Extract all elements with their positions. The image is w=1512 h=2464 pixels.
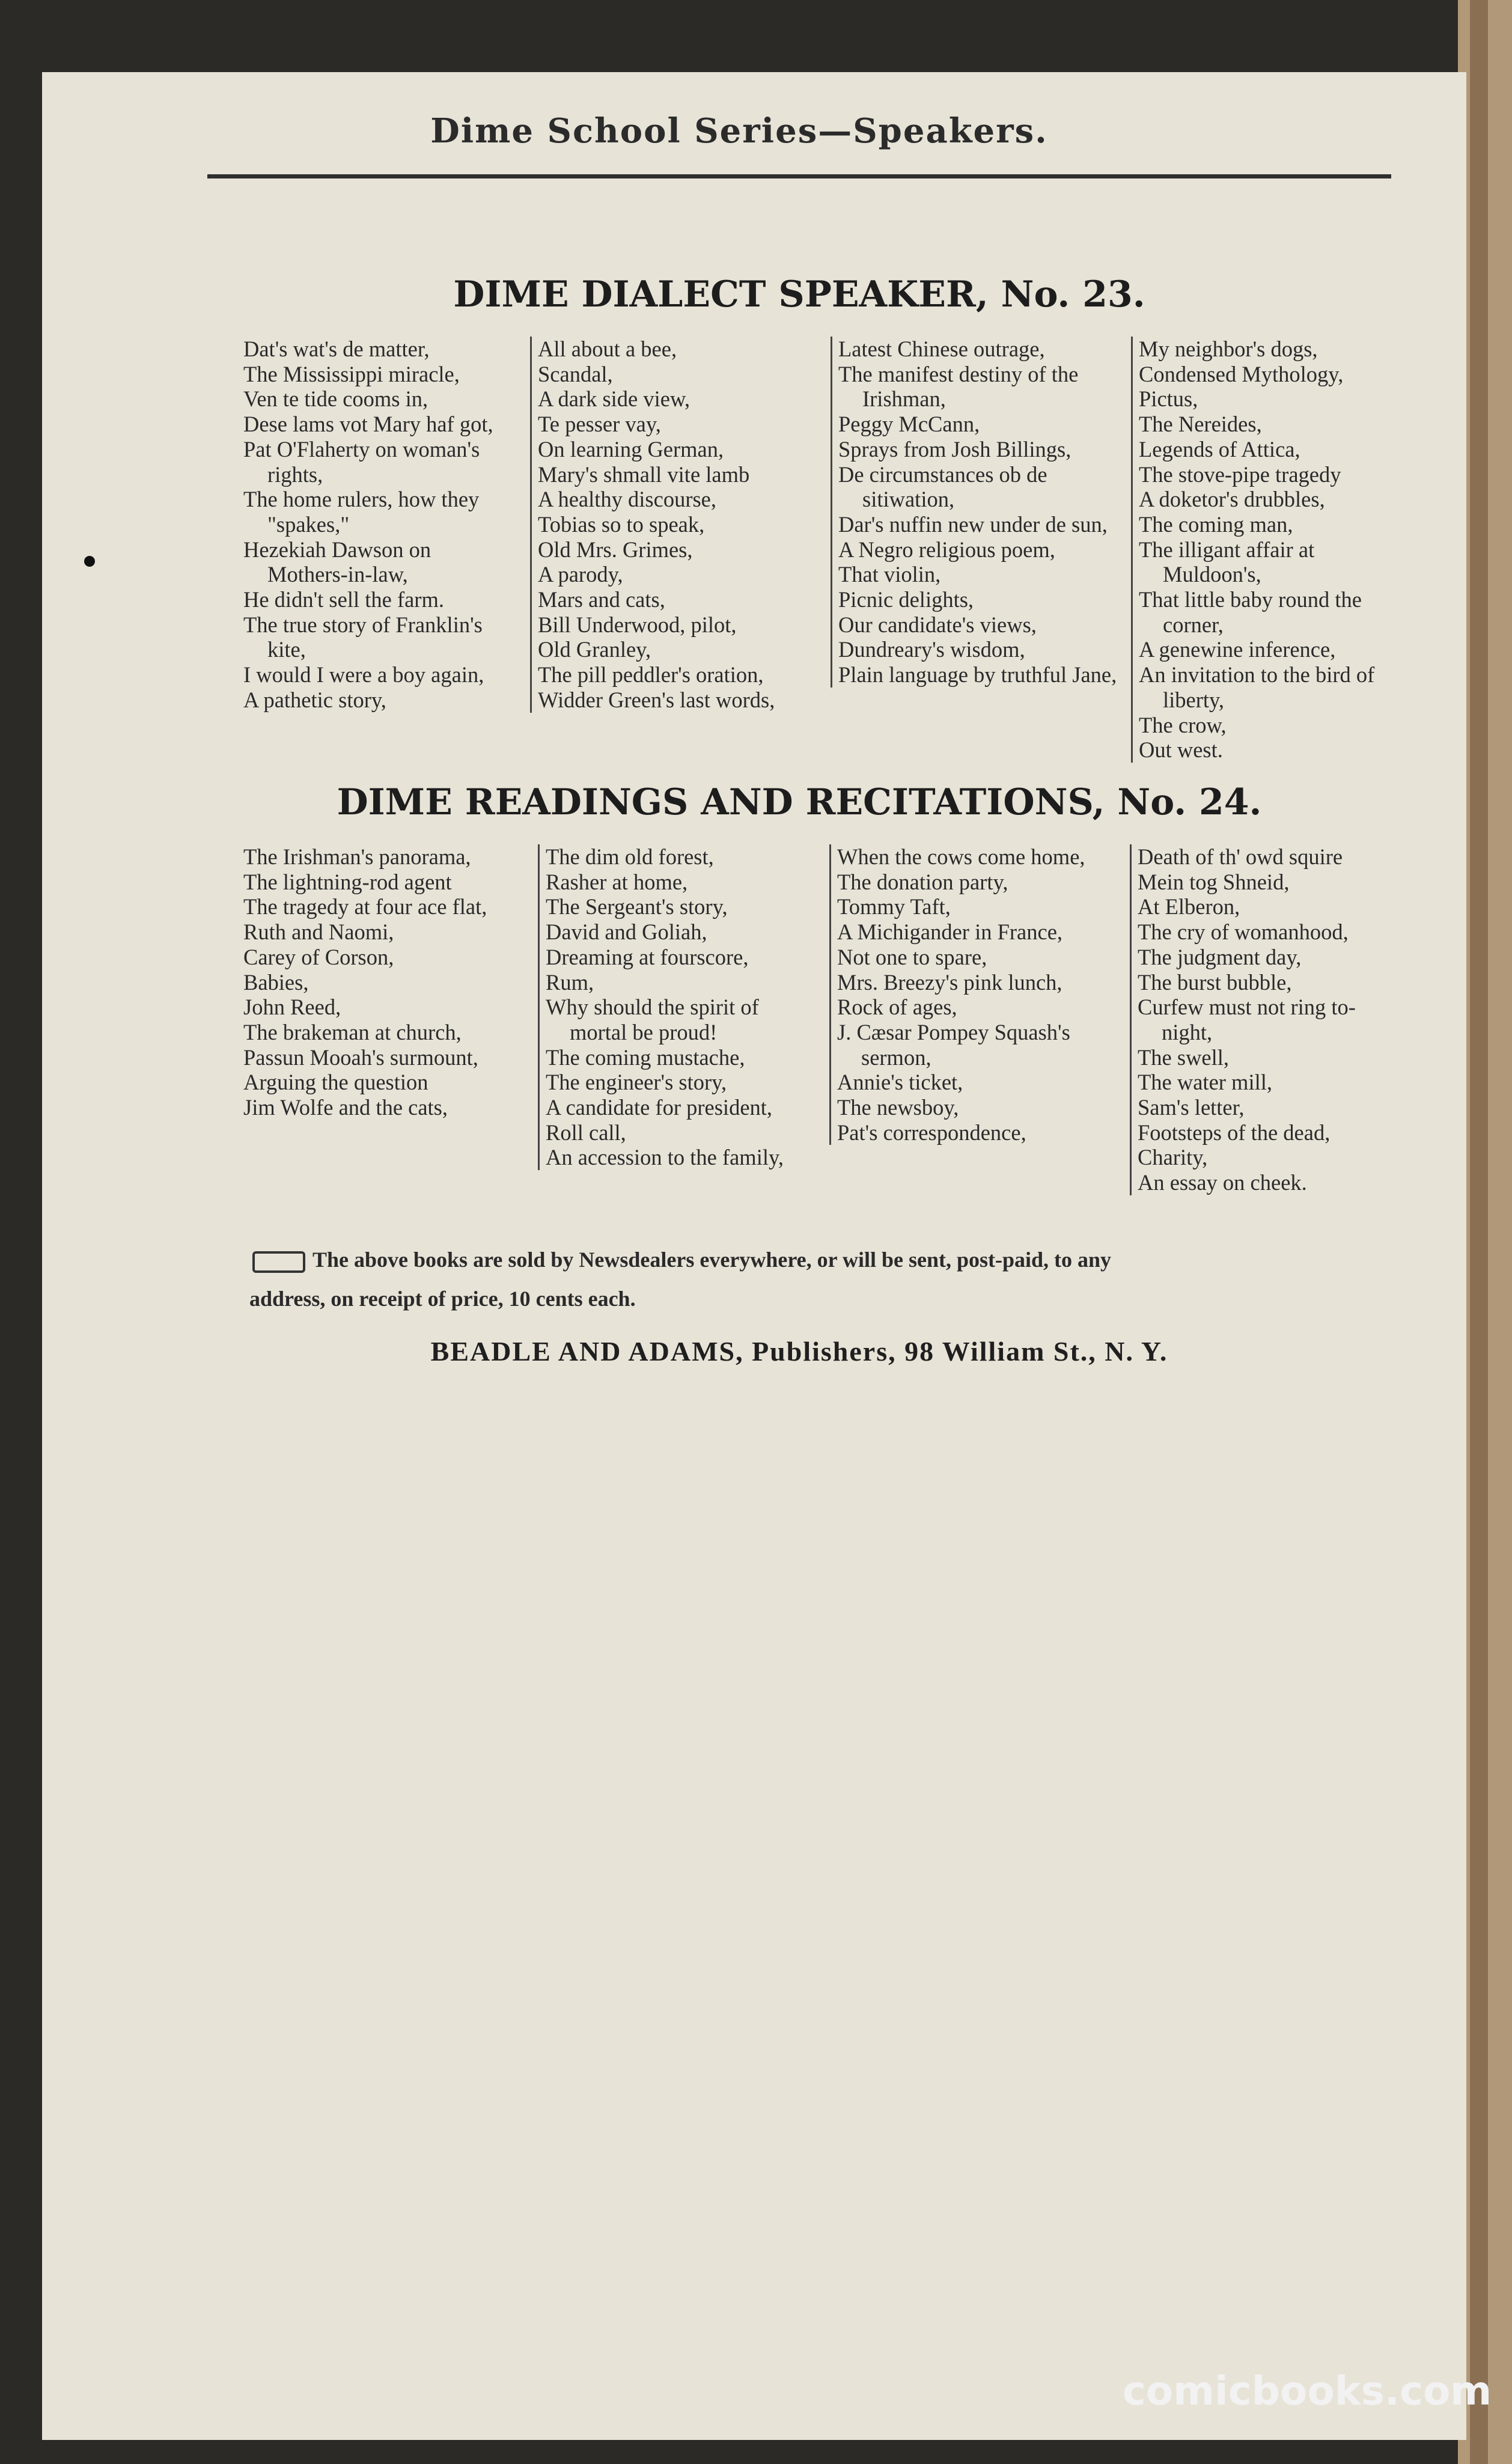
publisher-line: BEADLE AND ADAMS, Publishers, 98 William St., N. Y. [430,1336,1168,1367]
list-item: Bill Underwood, pilot, [538,612,737,637]
list-item: That little baby round the corner, [1139,587,1362,637]
list-item: The swell, [1138,1044,1230,1070]
readings-column-1 [243,844,526,1120]
list-item: Out west. [1139,737,1223,763]
list-item: Footsteps of the dead, [1138,1120,1331,1145]
speaker-column-4 [1131,337,1403,763]
list-item: At Elberon, [1138,894,1240,919]
notice-line-1: The above books are sold by Newsdealers everywhere, or will be sent, post-paid, to any [252,1247,1394,1273]
list-item: Charity, [1138,1145,1208,1170]
list-item: A doketor's drubbles, [1139,487,1325,512]
list-item: The donation party, [837,869,1008,894]
list-item: Mrs. Breezy's pink lunch, [837,969,1062,995]
list-item: A pathetic story, [243,687,386,712]
list-item: All about a bee, [538,337,677,361]
list-item: Carey of Corson, [243,944,394,969]
pointing-hand-icon [252,1251,305,1273]
list-item: An accession to the family, [546,1145,784,1170]
list-item: When the cows come home, [837,844,1085,869]
list-item: My neighbor's dogs, [1139,337,1318,361]
readings-column-3 [829,844,1120,1145]
list-item: Condensed Mythology, [1139,361,1344,386]
list-item: The pill peddler's oration, [538,662,764,688]
list-item: On learning German, [538,436,724,462]
list-item: Dundreary's wisdom, [838,637,1025,662]
list-item: The Nereides, [1139,412,1262,437]
list-item: Rum, [546,969,594,995]
list-item: Babies, [243,969,309,995]
list-item: Annie's ticket, [837,1070,963,1095]
list-item: That violin, [838,562,941,587]
list-item: Curfew must not ring to-night, [1138,995,1356,1044]
list-item: Mary's shmall vite lamb [538,462,750,487]
list-item: The burst bubble, [1138,969,1292,995]
spine-shadow [1470,0,1488,2464]
list-item: Latest Chinese outrage, [838,337,1045,361]
list-item: The judgment day, [1138,944,1302,969]
list-item: Pictus, [1139,386,1198,412]
list-item: The home rulers, how they "spakes," [243,487,480,537]
list-item: Plain language by truthful Jane, [838,662,1117,688]
list-item: A candidate for president, [546,1095,773,1120]
list-item: An essay on cheek. [1138,1170,1307,1195]
list-item: Ruth and Naomi, [243,919,394,945]
list-item: Dreaming at fourscore, [546,944,749,969]
notice-line-2: address, on receipt of price, 10 cents each. [249,1287,636,1311]
list-item: The brakeman at church, [243,1019,462,1044]
list-item: John Reed, [243,995,341,1020]
list-item: A healthy discourse, [538,487,717,512]
list-item: A parody, [538,562,623,587]
page-header: Dime School Series—Speakers. [430,111,1048,151]
list-item: Dar's nuffin new under de sun, [838,511,1108,537]
list-item: Sam's letter, [1138,1095,1245,1120]
list-item: Dat's wat's de matter, [243,337,430,361]
readings-column-2 [538,844,819,1170]
list-item: An invitation to the bird of liberty, [1139,662,1375,712]
list-item: A genewine inference, [1139,637,1336,662]
list-item: De circumstances ob de sitiwation, [838,462,1047,512]
list-item: Rasher at home, [546,869,688,894]
list-item: The coming man, [1139,511,1293,537]
list-item: Our candidate's views, [838,612,1037,637]
list-item: The lightning-rod agent [243,869,452,894]
list-item: J. Cæsar Pompey Squash's sermon, [837,1019,1070,1070]
list-item: The dim old forest, [546,844,714,869]
list-item: The Sergeant's story, [546,894,728,919]
list-item: Arguing the question [243,1070,428,1095]
list-item: Legends of Attica, [1139,436,1300,462]
list-item: The Irishman's panorama, [243,844,471,869]
list-item: Te pesser vay, [538,412,661,437]
list-item: Why should the spirit of mortal be proud! [546,995,759,1044]
readings-column-4 [1130,844,1403,1195]
list-item: Death of th' owd squire [1138,844,1343,869]
list-item: Not one to spare, [837,944,987,969]
list-item: David and Goliah, [546,919,707,945]
list-item: Jim Wolfe and the cats, [243,1095,448,1120]
list-item: Passun Mooah's surmount, [243,1044,478,1070]
list-item: Picnic delights, [838,587,974,612]
list-item: Tommy Taft, [837,894,951,919]
list-item: A dark side view, [538,386,690,412]
list-item: Peggy McCann, [838,412,980,437]
list-item: Pat O'Flaherty on woman's rights, [243,436,480,487]
list-item: The cry of womanhood, [1138,919,1349,945]
list-item: The water mill, [1138,1070,1272,1095]
list-item: Old Mrs. Grimes, [538,537,693,562]
speaker-title: DIME DIALECT SPEAKER, No. 23. [453,273,1145,316]
list-item: Roll call, [546,1120,626,1145]
list-item: Rock of ages, [837,995,957,1020]
list-item: Pat's correspondence, [837,1120,1026,1145]
watermark: comicbooks.com [1122,2368,1492,2414]
list-item: The stove-pipe tragedy [1139,462,1341,487]
list-item: Ven te tide cooms in, [243,386,428,412]
speaker-column-1 [243,337,496,713]
list-item: Old Granley, [538,637,651,662]
list-item: Mars and cats, [538,587,665,612]
list-item: A Michigander in France, [837,919,1063,945]
list-item: Mein tog Shneid, [1138,869,1290,894]
readings-title: DIME READINGS AND RECITATIONS, No. 24. [337,781,1262,823]
list-item: Dese lams vot Mary haf got, [243,412,493,437]
list-item: The engineer's story, [546,1070,727,1095]
list-item: He didn't sell the farm. [243,587,444,612]
list-item: The Mississippi miracle, [243,361,460,386]
list-item: A Negro religious poem, [838,537,1055,562]
list-item: The newsboy, [837,1095,959,1120]
list-item: The true story of Franklin's kite, [243,612,483,662]
list-item: Tobias so to speak, [538,511,705,537]
list-item: Scandal, [538,361,613,386]
list-item: The manifest destiny of the Irishman, [838,361,1079,412]
list-item: I would I were a boy again, [243,662,484,688]
list-item: The tragedy at four ace flat, [243,894,487,919]
list-item: Sprays from Josh Billings, [838,436,1072,462]
header-rule [207,174,1391,178]
list-item: The crow, [1139,712,1227,737]
ink-dot [84,556,95,567]
speaker-column-3 [831,337,1121,688]
list-item: The coming mustache, [546,1044,745,1070]
list-item: The illigant affair at Muldoon's, [1139,537,1315,587]
speaker-column-2 [530,337,820,713]
list-item: Hezekiah Dawson on Mothers-in-law, [243,537,431,587]
list-item: Widder Green's last words, [538,687,775,712]
